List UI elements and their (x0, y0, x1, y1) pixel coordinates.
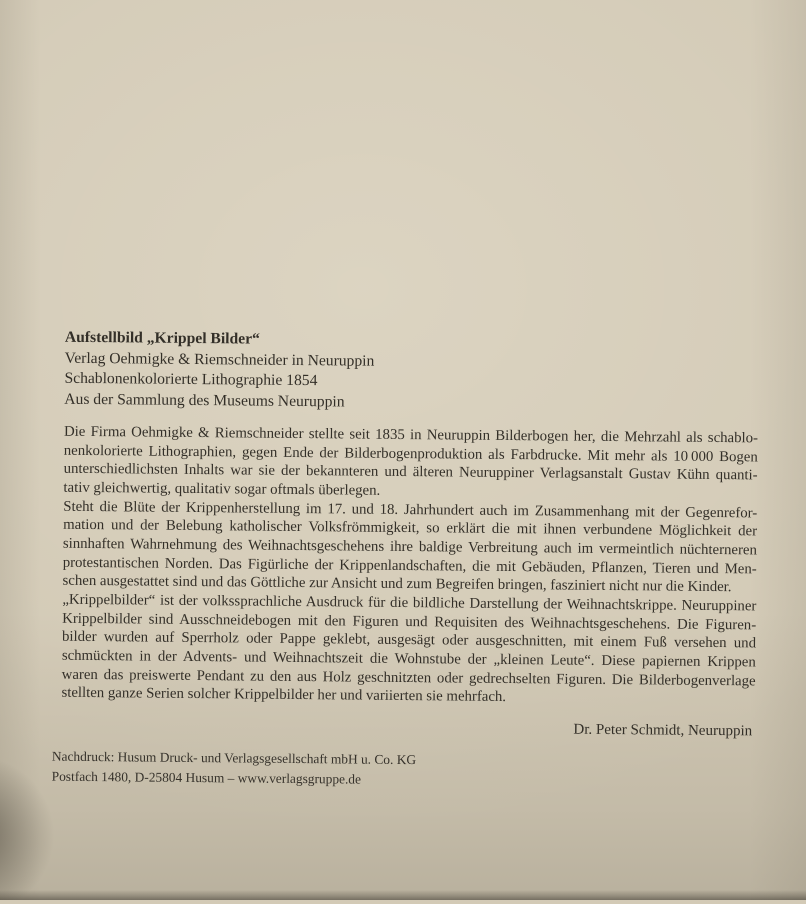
artwork-metadata: Verlag Oehmigke & Riemschneider in Neuruppin Schablonenkolorierte Lithographie 1854 Aus der Sammlung des Museums Neuruppin (64, 349, 375, 410)
text-line: „Krippelbilder“ ist der volkssprachliche Ausdruck für die bildliche Darstellung der Weihnachtskrippe. Neuruppiner (62, 591, 757, 615)
text-line: Steht die Blüte der Krippenherstellung im 17. und 18. Jahrhundert auch im Zusammenhang mit der Gegenrefor- (63, 498, 758, 522)
text-line: protestantischen Norden. Das Figürliche der Krippenlandschaften, die mit Gebäuden, Pflanzen, Tieren und Men- (62, 554, 757, 577)
text-line: sinnhaften Wahrnehmung des Weihnachtsgeschehens ihre baldige Verbreitung auch im vermeintlich nüchterneren (62, 535, 757, 559)
paragraph-1 (63, 423, 758, 504)
text-line: schen ausgestattet sind und das Göttliche zur Ansicht und zum Begreifen bringen, fasziniert nicht nur die Kinder. (62, 572, 732, 596)
title-block (64, 328, 759, 417)
author-signature: Dr. Peter Schmidt, Neuruppin (573, 721, 753, 740)
article-text-block (61, 328, 759, 740)
text-line: mation und der Belebung katholischer Volksfrömmigkeit, so erklärt die mit ihnen verbundene Möglichkeit der (63, 517, 758, 540)
text-line: Die Firma Oehmigke & Riemschneider stellte seit 1835 in Neuruppin Bilderbogen her, die Mehrzahl als schablo- (63, 423, 759, 447)
text-line: Krippelbilder sind Ausschneidebogen mit den Figuren und Requisiten des Weihnachtsgeschehens. Die Figuren- (62, 610, 757, 633)
paragraph-3 (61, 591, 756, 710)
text-line: stellten ganze Serien solcher Krippelbilder her und variierten sie mehrfach. (61, 684, 507, 706)
text-line: unterschiedlichsten Inhalts war sie der bekannteren und älteren Neuruppiner Verlagsanstalt Gustav Kühn quanti- (63, 461, 758, 484)
page-title: Aufstellbild „Krippel Bilder“ (64, 328, 260, 348)
body-text (61, 423, 758, 709)
text-line: schmückten in der Advents- und Weihnachtszeit die Wohnstube der „kleinen Leute“. Diese papiernen Krippen (61, 647, 756, 671)
text-line: tativ gleichwertig, qualitativ sogar oftmals überlegen. (63, 479, 381, 499)
text-line: nenkolorierte Lithographien, gegen Ende der Bilderbogenproduktion als Farbdrucke. Mit mehr als 10 000 Bogen (63, 442, 758, 466)
text-line: waren das preiswerte Pendant zu den aus Holz geschnitzten oder gedrechselten Figuren. Die Bilderbogenverlage (61, 666, 756, 689)
publisher-imprint: Nachdruck: Husum Druck- und Verlagsgesellschaft mbH u. Co. KG Postfach 1480, D-25804 Husum – www.verlagsgruppe.de (51, 748, 417, 787)
paragraph-2 (62, 497, 757, 597)
text-line: bilder wurden auf Sperrholz oder Pappe geklebt, ausgesägt oder ausgeschnitten, mit einem Fuß versehen und (61, 628, 757, 652)
